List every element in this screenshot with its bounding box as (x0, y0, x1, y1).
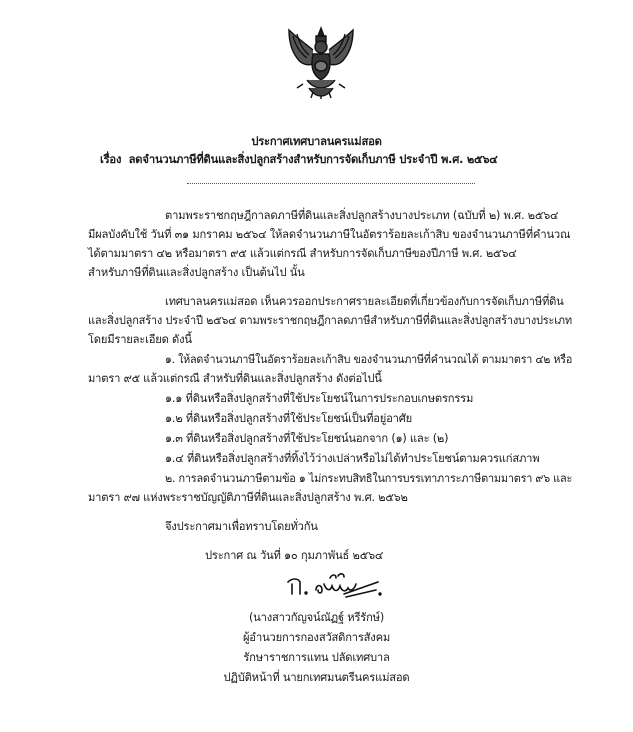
subitem-1-4: ๑.๔ ที่ดินหรือสิ่งปลูกสร้างที่ทิ้งไว้ว่างเปล่าหรือไม่ได้ทำประโยชน์ตามควรแก่สภาพ (165, 452, 540, 465)
announcement-title: ประกาศเทศบาลนครแม่สอด (251, 135, 382, 148)
item2-line2: มาตรา ๙๗ แห่งพระราชบัญญัติภาษีที่ดินและสิ่งปลูกสร้าง พ.ศ. ๒๕๖๒ (88, 491, 408, 504)
date-line: ประกาศ ณ วันที่ ๑๐ กุมภาพันธ์ ๒๕๖๔ (205, 549, 384, 562)
signatory-name: (นางสาวกัญจน์ณัฏฐ์ หรีรักษ์) (249, 611, 384, 624)
subitem-1-1: ๑.๑ ที่ดินหรือสิ่งปลูกสร้างที่ใช้ประโยชน์ในการประกอบเกษตรกรรม (165, 392, 474, 405)
dotted-divider (187, 183, 475, 184)
para2-line2: และสิ่งปลูกสร้าง ประจำปี ๒๕๖๔ ตามพระราชกฤษฎีกาลดภาษีสำหรับภาษีที่ดินและสิ่งปลูกสร้างบางประเภท (88, 314, 572, 327)
item1-line2: มาตรา ๙๕ แล้วแต่กรณี สำหรับที่ดินและสิ่งปลูกสร้าง ดังต่อไปนี้ (88, 372, 382, 385)
signatory-position-1: ผู้อำนวยการกองสวัสดิการสังคม (242, 631, 391, 644)
para1-line4: สำหรับภาษีที่ดินและสิ่งปลูกสร้าง เป็นต้นไป นั้น (88, 266, 305, 279)
subitem-1-3: ๑.๓ ที่ดินหรือสิ่งปลูกสร้างที่ใช้ประโยชน์นอกจาก (๑) และ (๒) (165, 432, 449, 445)
item1-line1: ๑. ให้ลดจำนวนภาษีในอัตราร้อยละเก้าสิบ ของจำนวนภาษีที่คำนวณได้ ตามมาตรา ๔๒ หรือ (165, 353, 573, 366)
subject-text: ลดจำนวนภาษีที่ดินและสิ่งปลูกสร้างสำหรับการจัดเก็บภาษี ประจำปี พ.ศ. ๒๕๖๔ (128, 153, 498, 166)
para1-line2: มีผลบังคับใช้ วันที่ ๓๑ มกราคม ๒๕๖๔ ให้ลดจำนวนภาษีในอัตราร้อยละเก้าสิบ ของจำนวนภาษีที่คำนวณ (88, 228, 571, 241)
para2-line3: โดยมีรายละเอียด ดังนี้ (88, 333, 192, 346)
subject-line (100, 150, 497, 168)
item2-line1: ๒. การลดจำนวนภาษีตามข้อ ๑ ไม่กระทบสิทธิในการบรรเทาภาระภาษีตามมาตรา ๙๖ และ (165, 472, 573, 485)
closing-text: จึงประกาศมาเพื่อทราบโดยทั่วกัน (165, 520, 318, 533)
handwritten-signature (282, 570, 392, 600)
subitem-1-2: ๑.๒ ที่ดินหรือสิ่งปลูกสร้างที่ใช้ประโยชน์เป็นที่อยู่อาศัย (165, 412, 413, 425)
subject-label: เรื่อง (100, 153, 122, 166)
para1-line3: ได้ตามมาตรา ๔๒ หรือมาตรา ๙๕ แล้วแต่กรณี สำหรับการจัดเก็บภาษีของปีภาษี พ.ศ. ๒๕๖๔ (88, 247, 517, 260)
signatory-position-3: ปฏิบัติหน้าที่ นายกเทศมนตรีนครแม่สอด (223, 671, 410, 684)
para2-line1: เทศบาลนครแม่สอด เห็นควรออกประกาศรายละเอียดที่เกี่ยวข้องกับการจัดเก็บภาษีที่ดิน (165, 295, 564, 308)
signatory-position-2: รักษาราชการแทน ปลัดเทศบาล (243, 651, 390, 664)
garuda-emblem-icon (283, 22, 359, 100)
para1-line1: ตามพระราชกฤษฎีกาลดภาษีที่ดินและสิ่งปลูกสร้างบางประเภท (ฉบับที่ ๒) พ.ศ. ๒๕๖๔ (165, 209, 559, 222)
